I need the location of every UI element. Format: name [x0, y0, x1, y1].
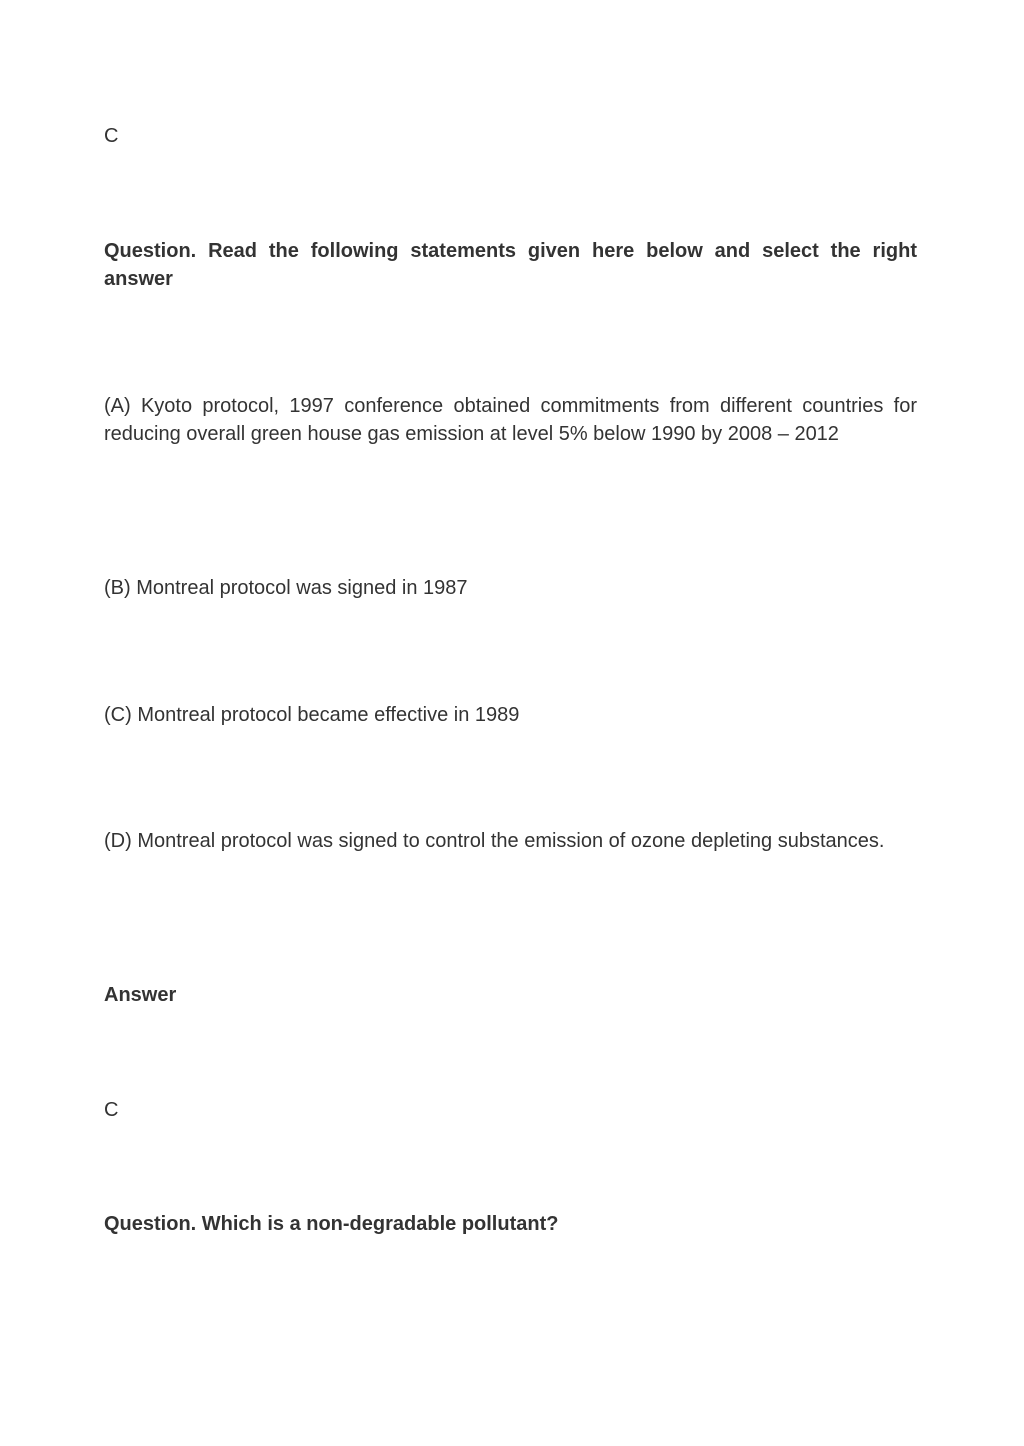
statement-a: (A) Kyoto protocol, 1997 conference obtained commitments from different countries for reducing overall green house gas emission at level 5% below 1990 by 2008 – 2012 — [104, 395, 917, 445]
answer-value: C — [104, 1099, 119, 1121]
question-2-text: Question. Which is a non-degradable pollutant? — [104, 1213, 559, 1235]
answer-label: Answer — [104, 984, 177, 1006]
statement-c: (C) Montreal protocol became effective in 1989 — [104, 704, 520, 726]
statement-d: (D) Montreal protocol was signed to control the emission of ozone depleting substances. — [104, 830, 885, 852]
question-1-text: Question. Read the following statements given here below and select the right answer — [104, 240, 917, 290]
previous-answer-value: C — [104, 125, 119, 147]
statement-b: (B) Montreal protocol was signed in 1987 — [104, 577, 468, 599]
